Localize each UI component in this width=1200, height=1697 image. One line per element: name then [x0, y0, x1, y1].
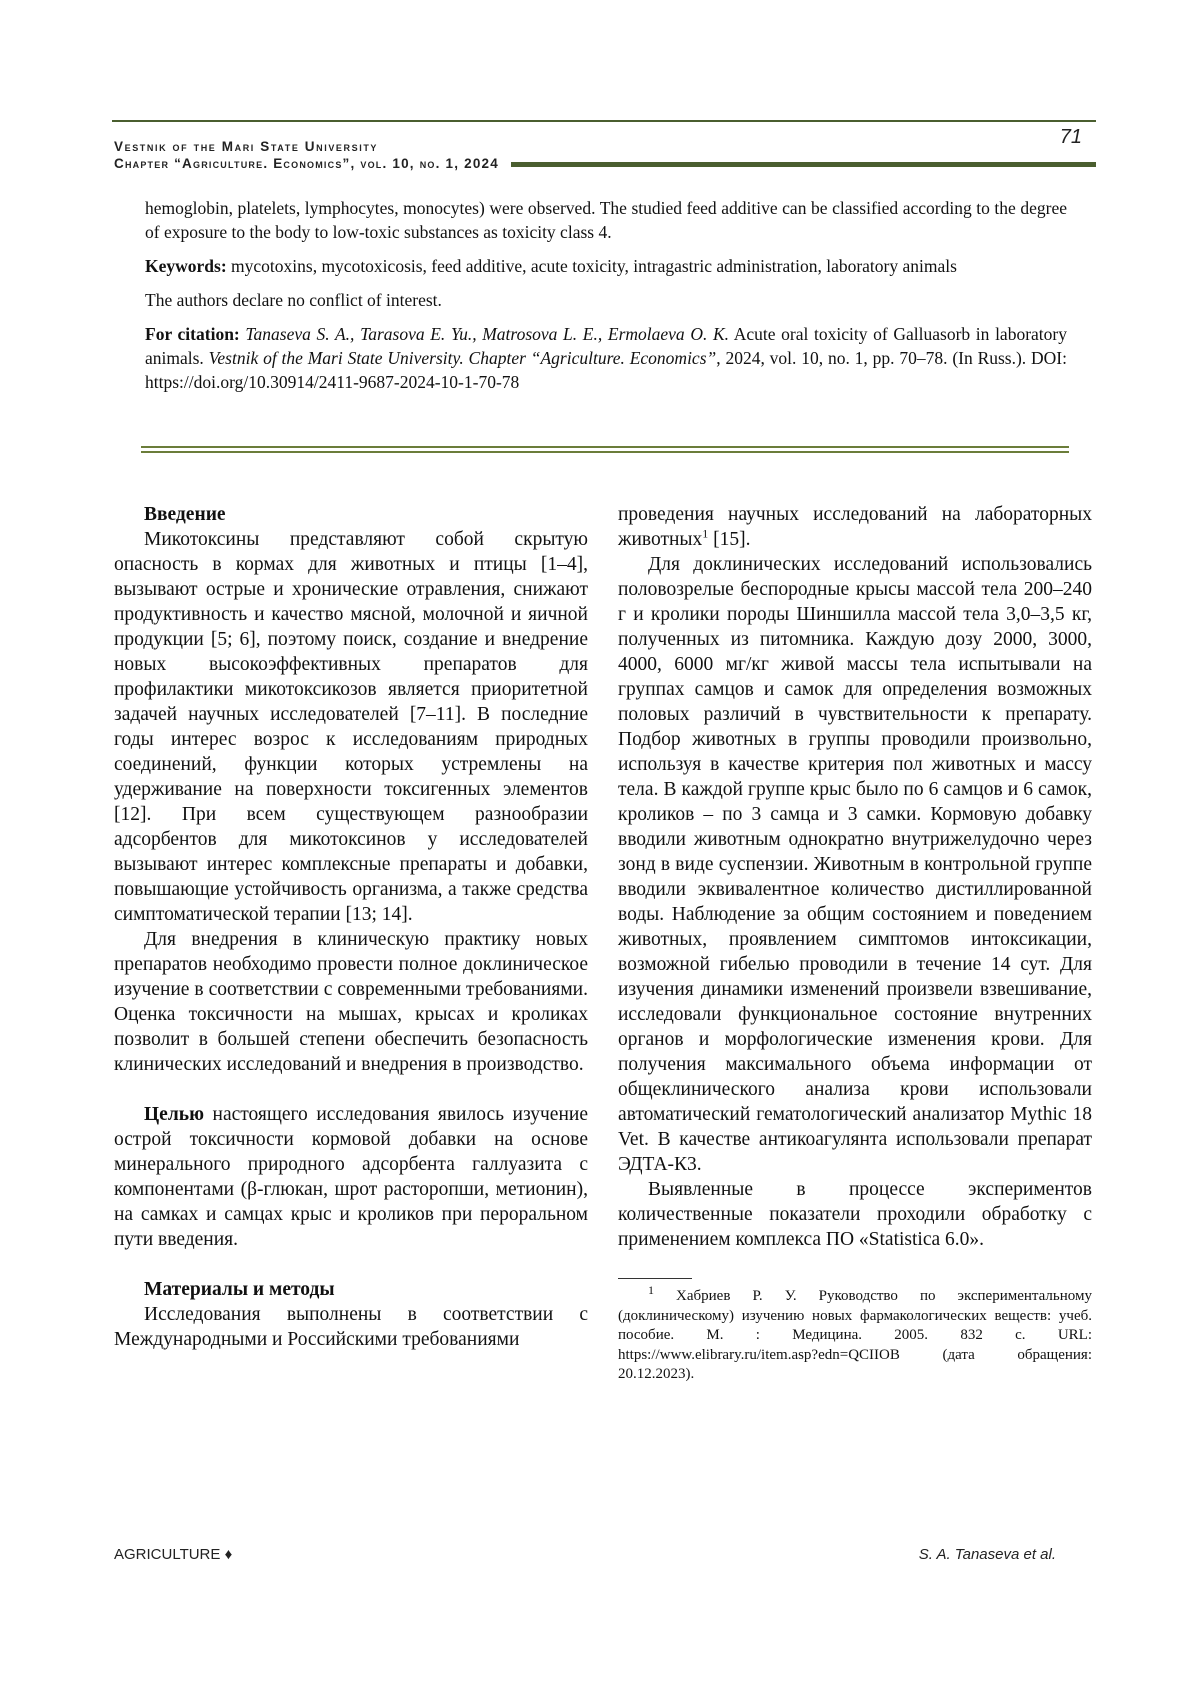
running-header	[114, 138, 1096, 171]
keywords-label: Keywords:	[145, 256, 227, 276]
methods-heading: Материалы и методы	[144, 1279, 335, 1300]
aim-paragraph	[114, 1102, 588, 1252]
citation-authors: Tanaseva S. A., Tarasova E. Yu., Matrosova L. E., Ermolaeva O. K.	[239, 324, 730, 344]
right-column	[618, 502, 1092, 1385]
footnote-rule	[618, 1278, 692, 1279]
abstract-results-tail: hemoglobin, platelets, lymphocytes, monocytes) were observed. The studied feed additive can be classified according to the degree of exposure to the body to low-toxic substances as toxicity class 4.	[145, 198, 1067, 242]
intro-paragraph-1: Микотоксины представляют собой скрытую опасность в кормах для животных и птицы [1–4], вызывают острые и хронические отравления, снижают продуктивность и качество мясной, молочной и яичной продукции [5; 6], поэтому поиск, создание и внедрение новых высокоэффективных препаратов для профилактики микотоксикозов является приоритетной задачей научных исследователей [7–11]. В последние годы интерес возрос к исследованиям природных соединений, функции которых устремлены на удерживание на поверхности токсигенных элементов [12]. При всем существующем разнообразии адсорбентов для микотоксинов у исследователей вызывают интерес комплексные препараты и добавки, повышающие устойчивость организма, а также средства симптоматической терапии [13; 14].	[114, 529, 588, 925]
intro-paragraph-2: Для внедрения в клиническую практику новых препаратов необходимо провести полное доклиническое изучение в соответствии с современными требованиями. Оценка токсичности на мышах, крысах и кроликах позволит в большей степени обеспечить безопасность клинических исследований и внедрения в производство.	[114, 929, 588, 1075]
methods-paragraph-2: Для доклинических исследований использовались половозрелые беспородные крысы массой тела 200–240 г и кролики породы Шиншилла массой тела 3,0–3,5 кг, полученных из питомника. Каждую дозу 2000, 3000, 4000, 6000 мг/кг живой массы тела испытывали на группах самцов и самок для определения возможных половых различий в чувствительности к препарату. Подбор животных в группы проводили произвольно, используя в качестве критерия пол животных и массу тела. В каждой группе крыс было по 6 самцов и 6 самок, кроликов – по 3 самца и 3 самки. Кормовую добавку вводили животным однократно внутрижелудочно через зонд в виде суспензии. Животным в контрольной группе вводили эквивалентное количество дистиллированной воды. Наблюдение за общим состоянием и поведением животных, проявлением симптомов интоксикации, возможной гибелью проводили в течение 14 сут. Для изучения динамики изменений произвели взвешивание, исследовали функциональное состояние внутренних органов и морфологические изменения крови. Для получения максимального объема информации от общеклинического анализа крови использовали автоматический гематологический анализатор Mythic 18 Vet. В качестве антикоагулянта использовали препарат ЭДТА-К3.	[618, 554, 1092, 1175]
footnote	[618, 1283, 1092, 1385]
citation	[145, 322, 1067, 394]
footer-authors: S. A. Tanaseva et al.	[918, 1546, 1056, 1563]
citation-label: For citation:	[145, 324, 240, 344]
journal-title: Vestnik of the Mari State University	[114, 139, 379, 154]
abstract-section	[145, 196, 1067, 404]
page-number: 71	[1059, 126, 1082, 148]
header-bar	[511, 162, 1096, 167]
footer-section-label: AGRICULTURE ♦	[114, 1546, 233, 1563]
footnote-text: Хабриев Р. У. Руководство по экспериментальному (доклиническому) изучению новых фармакологических веществ: учеб. пособие. М. : Медицина. 2005. 832 с. URL: https://www.elibrary.ru/item.asp?edn=QCIIOB (дата обращения: 20.12.2023).	[618, 1288, 1092, 1382]
methods-cont-text: проведения научных исследований на лабораторных животных	[618, 504, 1092, 550]
methods-continued	[618, 502, 1092, 552]
methods-paragraph-3: Выявленные в процессе экспериментов количественные показатели проходили обработку с применением комплекса ПО «Statistica 6.0».	[618, 1179, 1092, 1250]
header-top-rule	[112, 120, 1096, 122]
citation-rest: , 2024, vol. 10, no. 1, pp. 70–78. (In Russ.). DOI: https://doi.org/10.30914/2411-9687-2024-10-1-70-78	[145, 348, 1067, 392]
methods-paragraph-1: Исследования выполнены в соответствии с Международными и Российскими требованиями	[114, 1304, 588, 1350]
aim-text: настоящего исследования явилось изучение острой токсичности кормовой добавки на основе минерального природного адсорбента галлуазита с компонентами (β-глюкан, шрот расторопши, метионин), на самках и самцах крыс и кроликов при пероральном пути введения.	[114, 1104, 588, 1250]
chapter-row	[114, 156, 1096, 171]
abstract-divider	[141, 446, 1069, 454]
methods-cont-tail: [15].	[708, 529, 751, 550]
chapter-info: Chapter “Agriculture. Economics”, vol. 10, no. 1, 2024	[114, 156, 499, 171]
citation-title: Acute oral toxicity of Galluasorb in laboratory animals.	[145, 324, 1067, 368]
citation-journal: Vestnik of the Mari State University. Chapter “Agriculture. Economics”	[208, 348, 717, 368]
intro-heading: Введение	[144, 504, 226, 525]
left-column	[114, 502, 588, 1352]
aim-label: Целью	[144, 1104, 204, 1125]
conflict-statement: The authors declare no conflict of interest.	[145, 290, 442, 310]
footnote-mark: 1	[648, 1283, 654, 1297]
keywords	[145, 254, 1067, 278]
footnote-ref: 1	[702, 526, 709, 541]
keywords-text: mycotoxins, mycotoxicosis, feed additive, acute toxicity, intragastric administration, laboratory animals	[226, 256, 957, 276]
